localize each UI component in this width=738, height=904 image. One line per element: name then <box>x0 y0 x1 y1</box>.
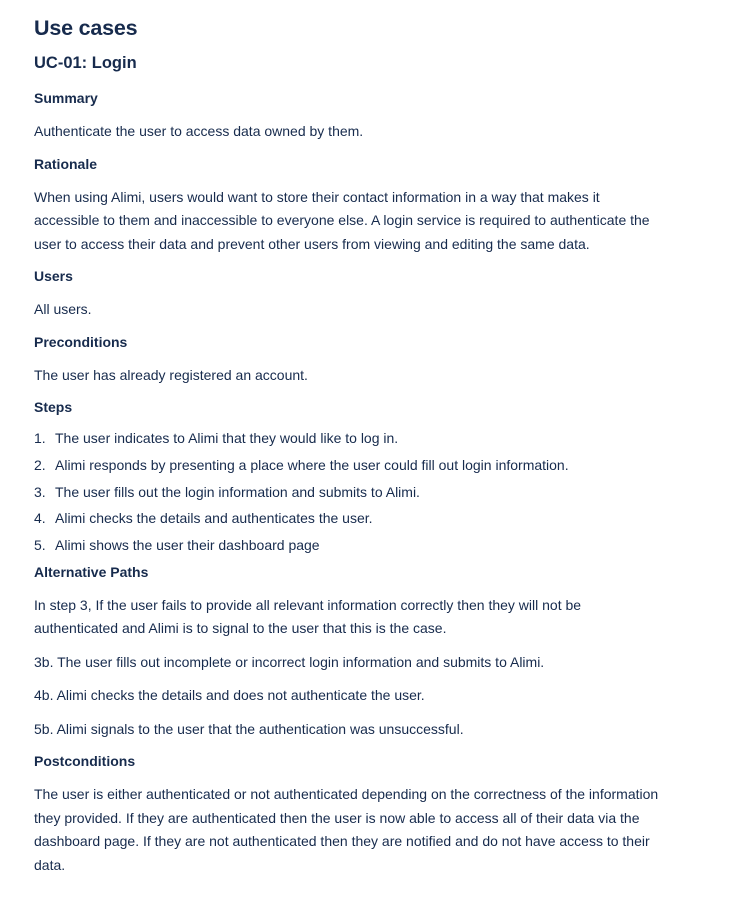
postconditions-text <box>34 783 718 877</box>
step-number: 5. <box>34 537 46 554</box>
postconditions-line: they provided. If they are authenticated then the user is now able to access all of their data via the <box>34 809 640 826</box>
list-item <box>34 482 718 502</box>
rationale-heading: Rationale <box>34 155 98 172</box>
step-number: 2. <box>34 456 46 473</box>
step-text: Alimi checks the details and authenticates the user. <box>55 510 373 527</box>
alternative-paths-line: In step 3, If the user fails to provide all relevant information correctly then they will not be <box>34 596 582 613</box>
alternative-paths-heading: Alternative Paths <box>34 563 149 580</box>
preconditions-text: The user has already registered an account. <box>34 366 308 383</box>
alternative-paths-intro <box>34 594 718 641</box>
postconditions-line: dashboard page. If they are not authenticated then they are notified and do not have access to their <box>34 833 650 850</box>
list-item <box>34 455 718 475</box>
rationale-text <box>34 186 718 257</box>
rationale-line: user to access their data and prevent other users from viewing and editing the same data. <box>34 235 590 252</box>
list-item <box>34 508 718 528</box>
use-case-title: UC-01: Login <box>34 54 137 72</box>
step-number: 4. <box>34 510 46 527</box>
step-text: Alimi responds by presenting a place where the user could fill out login information. <box>55 456 569 473</box>
alternative-path-item: 4b. Alimi checks the details and does not authenticate the user. <box>34 687 425 704</box>
postconditions-line: The user is either authenticated or not authenticated depending on the correctness of the information <box>34 786 659 803</box>
steps-heading: Steps <box>34 399 73 415</box>
summary-heading: Summary <box>34 90 98 106</box>
users-text: All users. <box>34 301 92 317</box>
postconditions-line: data. <box>34 856 66 873</box>
step-text: The user fills out the login information and submits to Alimi. <box>55 483 420 500</box>
alternative-path-item: 5b. Alimi signals to the user that the authentication was unsuccessful. <box>34 720 464 737</box>
summary-text: Authenticate the user to access data owned by them. <box>34 123 364 139</box>
step-number: 1. <box>34 430 46 446</box>
rationale-line: When using Alimi, users would want to store their contact information in a way that makes it <box>34 188 600 205</box>
preconditions-heading: Preconditions <box>34 333 128 350</box>
steps-list <box>34 428 718 555</box>
rationale-line: accessible to them and inaccessible to everyone else. A login service is required to authenticate the <box>34 212 650 228</box>
step-text: Alimi shows the user their dashboard page <box>55 537 320 554</box>
alternative-path-item: 3b. The user fills out incomplete or incorrect login information and submits to Alimi. <box>34 653 545 670</box>
step-text: The user indicates to Alimi that they would like to log in. <box>55 430 399 446</box>
users-heading: Users <box>34 268 73 284</box>
list-item <box>34 428 718 448</box>
alternative-paths-line: authenticated and Alimi is to signal to the user that this is the case. <box>34 620 447 637</box>
page-title: Use cases <box>34 16 138 40</box>
step-number: 3. <box>34 483 46 500</box>
postconditions-heading: Postconditions <box>34 753 136 770</box>
list-item <box>34 535 718 555</box>
